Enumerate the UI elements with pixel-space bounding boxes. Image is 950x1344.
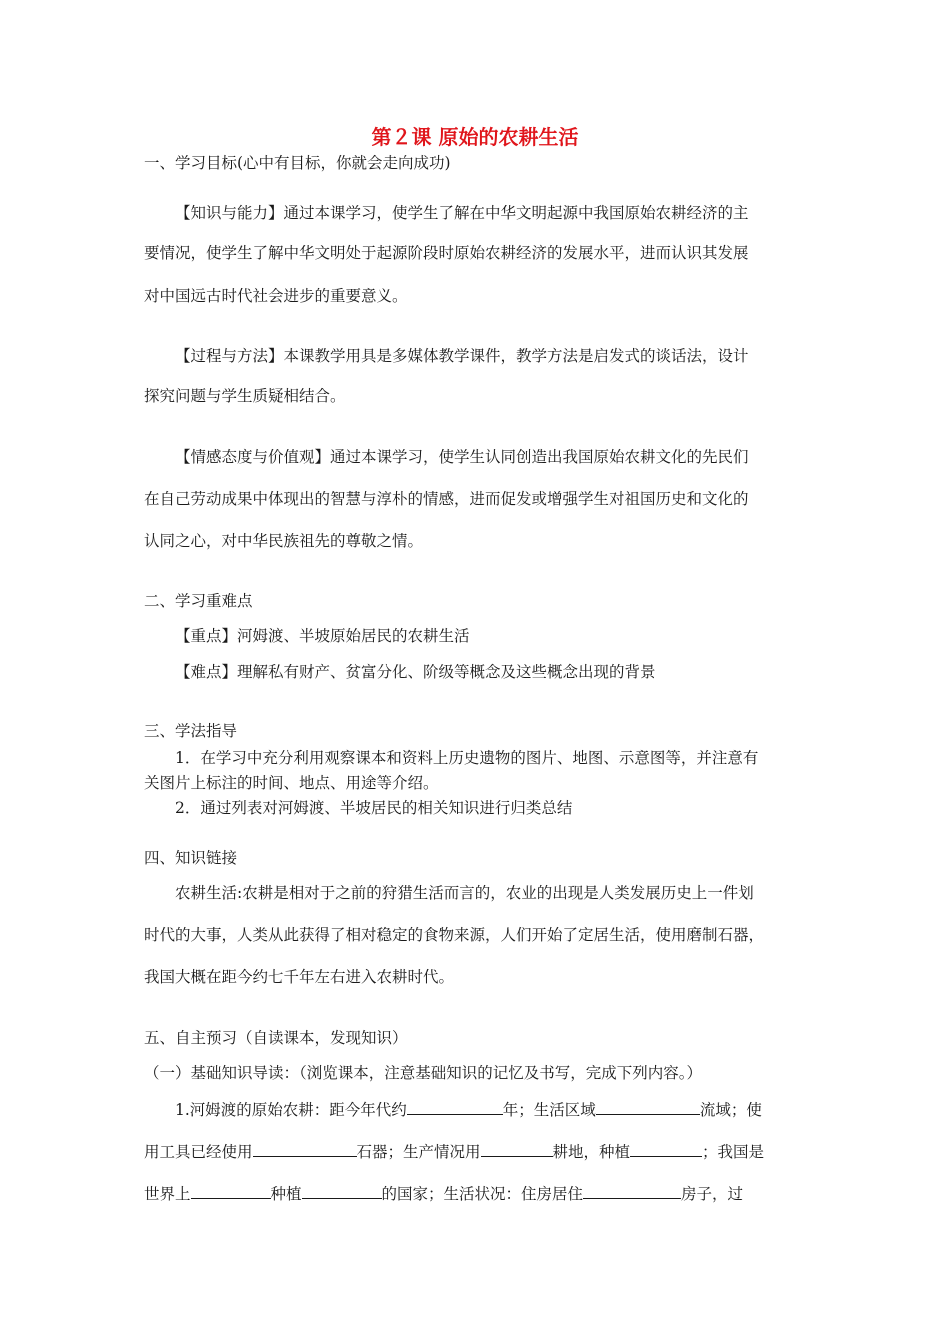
question-1-line-1 (175, 1099, 762, 1120)
section-3-heading: 三、学法指导 (144, 722, 238, 740)
q1-text: 用工具已经使用 (144, 1143, 253, 1161)
answer-blank-tools[interactable] (253, 1141, 357, 1157)
question-1-line-3 (144, 1183, 743, 1204)
answer-blank-crop[interactable] (630, 1141, 702, 1157)
method-item-1-line-2: 关图片上标注的时间、地点、用途等介绍。 (144, 774, 439, 792)
q1-text: 耕地，种植 (552, 1143, 631, 1161)
difficult-point: 【难点】理解私有财产、贫富分化、阶级等概念及这些概念出现的背景 (175, 663, 656, 681)
section-5-heading: 五、自主预习（自读课本，发现知识） (144, 1029, 408, 1047)
link-line-1: 农耕生活:农耕是相对于之前的狩猎生活而言的，农业的出现是人类发展历史上一件划 (175, 884, 754, 902)
answer-blank-plough[interactable] (481, 1141, 553, 1157)
knowledge-line-2: 要情况，使学生了解中华文明处于起源阶段时原始农耕经济的发展水平，进而认识其发展 (144, 244, 749, 262)
section-1-heading: 一、学习目标(心中有目标，你就会走向成功) (144, 154, 451, 172)
method-item-1-line-1: 1．在学习中充分利用观察课本和资料上历史遗物的图片、地图、示意图等，并注意有 (175, 749, 759, 767)
section-5-subheading: （一）基础知识导读：（浏览课本，注意基础知识的记忆及书写，完成下列内容。） (144, 1064, 703, 1082)
answer-blank-rice[interactable] (302, 1183, 382, 1199)
q1-text: ；我国是 (702, 1143, 765, 1161)
emotion-line-2: 在自己劳动成果中体现出的智慧与淳朴的情感，进而促发或增强学生对祖国历史和文化的 (144, 490, 749, 508)
q1-text: 房子，过 (681, 1185, 744, 1203)
answer-blank-house[interactable] (583, 1183, 681, 1199)
answer-blank-earliest[interactable] (191, 1183, 271, 1199)
answer-blank-years[interactable] (407, 1099, 503, 1115)
knowledge-line-3: 对中国远古时代社会进步的重要意义。 (144, 287, 408, 305)
process-line-1: 【过程与方法】本课教学用具是多媒体教学课件，教学方法是启发式的谈话法，设计 (175, 347, 749, 365)
link-line-2: 时代的大事，人类从此获得了相对稳定的食物来源，人们开始了定居生活，使用磨制石器， (144, 926, 765, 944)
emotion-line-3: 认同之心，对中华民族祖先的尊敬之情。 (144, 532, 424, 550)
link-line-3: 我国大概在距今约七千年左右进入农耕时代。 (144, 968, 455, 986)
answer-blank-region[interactable] (596, 1099, 700, 1115)
key-point: 【重点】河姆渡、半坡原始居民的农耕生活 (175, 627, 470, 645)
q1-text: 世界上 (144, 1185, 191, 1203)
q1-text: 石器；生产情况用 (356, 1143, 481, 1161)
emotion-line-1: 【情感态度与价值观】通过本课学习，使学生认同创造出我国原始农耕文化的先民们 (175, 448, 749, 466)
lesson-title: 第２课 原始的农耕生活 (371, 125, 579, 149)
q1-text: 的国家；生活状况：住房居住 (381, 1185, 584, 1203)
q1-text: 1.河姆渡的原始农耕：距今年代约 (175, 1101, 407, 1119)
section-4-heading: 四、知识链接 (144, 849, 238, 867)
question-1-line-2 (144, 1141, 764, 1162)
method-item-2: 2．通过列表对河姆渡、半坡居民的相关知识进行归类总结 (175, 799, 573, 817)
process-line-2: 探究问题与学生质疑相结合。 (144, 387, 346, 405)
q1-text: 流域；使 (699, 1101, 762, 1119)
q1-text: 种植 (270, 1185, 302, 1203)
knowledge-line-1: 【知识与能力】通过本课学习，使学生了解在中华文明起源中我国原始农耕经济的主 (175, 204, 749, 222)
section-2-heading: 二、学习重难点 (144, 592, 253, 610)
q1-text: 年；生活区域 (502, 1101, 596, 1119)
